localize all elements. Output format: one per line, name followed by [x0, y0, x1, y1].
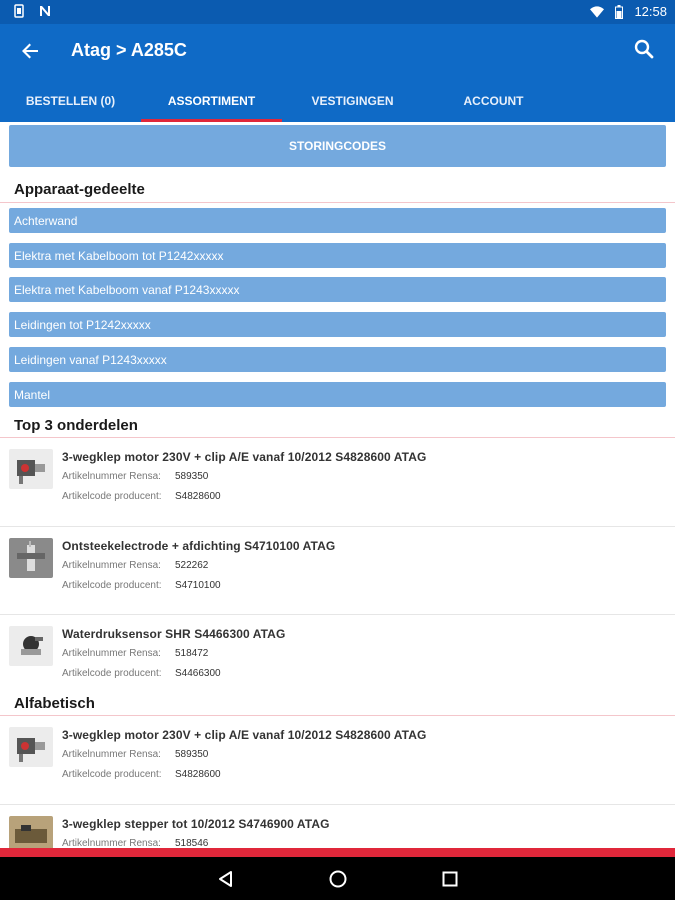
nav-back-icon[interactable]: [216, 869, 236, 889]
item-label-rensa: Artikelnummer Rensa:: [62, 471, 161, 482]
item-label-rensa: Artikelnummer Rensa:: [62, 838, 161, 848]
battery-icon: [612, 5, 626, 19]
item-producer-code: S4466300: [175, 668, 221, 679]
item-producer-code: S4828600: [175, 491, 221, 502]
item-rensa-number: 518546: [175, 838, 209, 848]
system-nav-bar: [0, 857, 675, 900]
status-time: 12:58: [634, 4, 667, 19]
tab-bar: [0, 80, 675, 122]
list-item[interactable]: [0, 805, 675, 848]
electrode-thumb: [9, 538, 53, 578]
notification-n-icon: [38, 4, 52, 18]
category-mantel[interactable]: Mantel: [9, 382, 666, 407]
category-achterwand[interactable]: Achterwand: [9, 208, 666, 233]
category-elektra-tot[interactable]: Elektra met Kabelboom tot P1242xxxxx: [9, 243, 666, 268]
valve-motor-thumb: [9, 449, 53, 489]
nav-recents-icon[interactable]: [440, 869, 460, 889]
item-name: 3-wegklep motor 230V + clip A/E vanaf 10/2012 S4828600 ATAG: [62, 450, 427, 464]
stepper-thumb: [9, 816, 53, 848]
category-leidingen-tot[interactable]: Leidingen tot P1242xxxxx: [9, 312, 666, 337]
item-rensa-number: 518472: [175, 648, 209, 659]
tab-account[interactable]: ACCOUNT: [463, 94, 524, 108]
item-label-producer: Artikelcode producent:: [62, 580, 162, 591]
wifi-icon: [590, 5, 604, 19]
item-label-producer: Artikelcode producent:: [62, 668, 162, 679]
section-title-apparaat: Apparaat-gedeelte: [14, 181, 145, 198]
status-bar: [0, 0, 675, 24]
list-item[interactable]: [0, 615, 675, 689]
category-elektra-vanaf[interactable]: Elektra met Kabelboom vanaf P1243xxxxx: [9, 277, 666, 302]
sensor-thumb: [9, 626, 53, 666]
list-item[interactable]: [0, 438, 675, 527]
tab-vestigingen[interactable]: VESTIGINGEN: [311, 94, 394, 108]
item-name: Ontsteekelectrode + afdichting S4710100 ATAG: [62, 539, 336, 553]
section-divider: [0, 202, 675, 203]
page-title: Atag > A285C: [71, 40, 187, 60]
valve-motor-thumb: [9, 727, 53, 767]
item-rensa-number: 589350: [175, 749, 209, 760]
app-bar: [0, 24, 675, 80]
item-rensa-number: 589350: [175, 471, 209, 482]
sim-icon: [12, 4, 26, 18]
item-name: Waterdruksensor SHR S4466300 ATAG: [62, 627, 286, 641]
search-icon[interactable]: [633, 38, 657, 62]
item-producer-code: S4710100: [175, 580, 221, 591]
storingcodes-button[interactable]: STORINGCODES: [9, 125, 666, 167]
item-name: 3-wegklep stepper tot 10/2012 S4746900 ATAG: [62, 817, 330, 831]
assortment-list[interactable]: [0, 122, 675, 848]
section-title-alfabetisch: Alfabetisch: [14, 695, 95, 712]
category-leidingen-vanaf[interactable]: Leidingen vanaf P1243xxxxx: [9, 347, 666, 372]
item-name: 3-wegklep motor 230V + clip A/E vanaf 10/2012 S4828600 ATAG: [62, 728, 427, 742]
item-label-producer: Artikelcode producent:: [62, 491, 162, 502]
list-item[interactable]: [0, 527, 675, 615]
tab-bestellen[interactable]: BESTELLEN (0): [25, 94, 116, 108]
section-title-top3: Top 3 onderdelen: [14, 417, 138, 434]
item-label-rensa: Artikelnummer Rensa:: [62, 648, 161, 659]
item-rensa-number: 522262: [175, 560, 209, 571]
list-item[interactable]: [0, 716, 675, 805]
item-producer-code: S4828600: [175, 769, 221, 780]
item-label-producer: Artikelcode producent:: [62, 769, 162, 780]
item-label-rensa: Artikelnummer Rensa:: [62, 560, 161, 571]
accent-bar: [0, 848, 675, 857]
item-label-rensa: Artikelnummer Rensa:: [62, 749, 161, 760]
arrow-back-icon[interactable]: [20, 38, 46, 64]
nav-home-icon[interactable]: [328, 869, 348, 889]
tab-assortiment[interactable]: ASSORTIMENT: [141, 80, 282, 122]
